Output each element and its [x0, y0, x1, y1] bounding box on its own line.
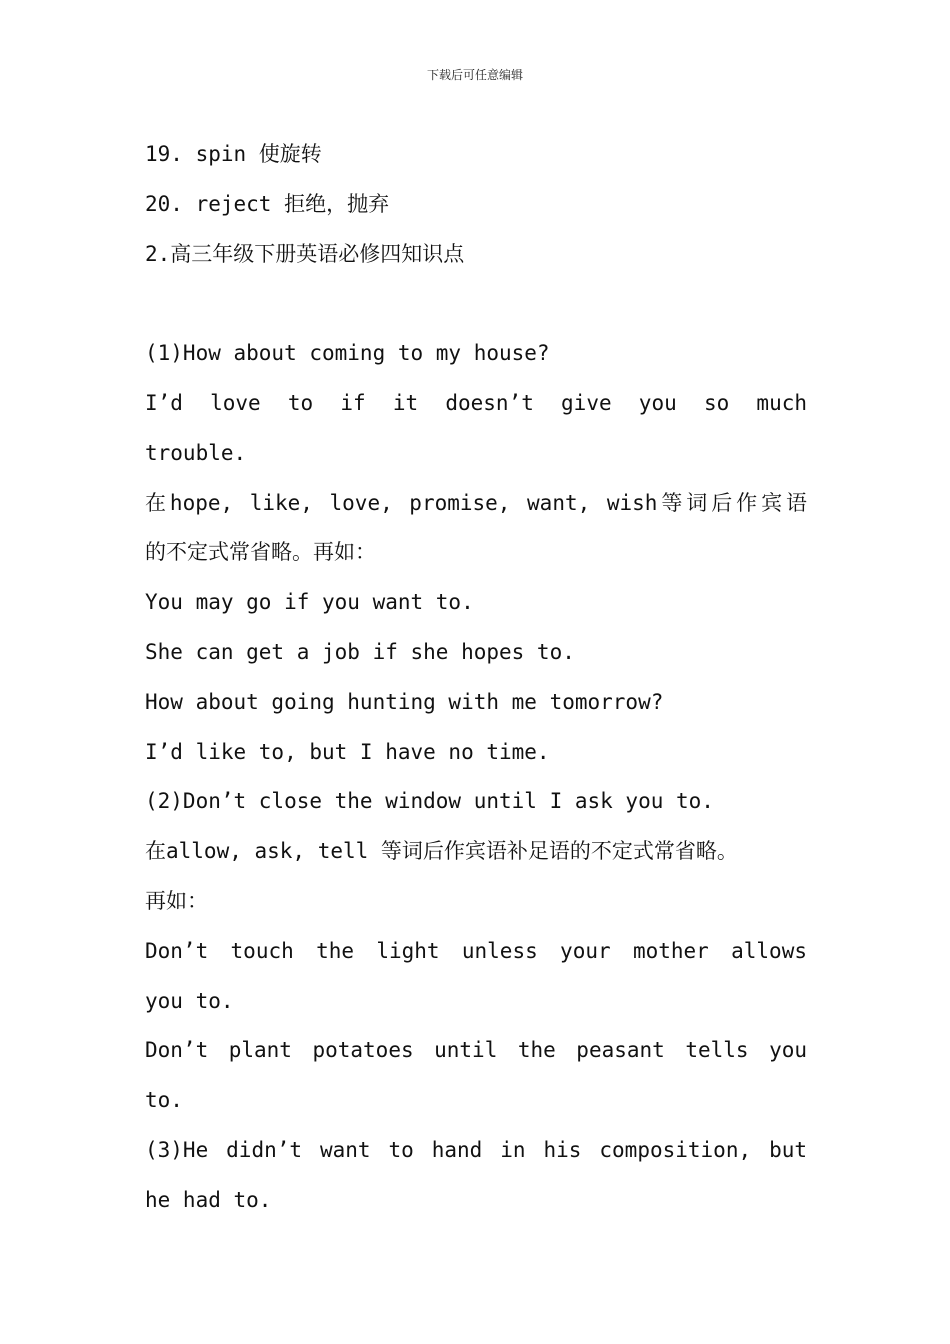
- section-heading: 2.高三年级下册英语必修四知识点: [145, 241, 465, 266]
- explanation-text: 的不定式常省略。再如：: [145, 540, 376, 565]
- example-sentence: (3)He didn’t want to hand in his composition, but: [145, 1137, 807, 1162]
- example-sentence: to.: [145, 1088, 183, 1113]
- example-sentence: (1)How about coming to my house?: [145, 341, 550, 366]
- vocab-item-20: 20. reject 拒绝，抛弃: [145, 191, 390, 216]
- example-sentence: trouble.: [145, 440, 247, 465]
- vocab-item-19: 19. spin 使旋转: [145, 142, 322, 166]
- page-header: 下载后可任意编辑: [426, 68, 523, 82]
- body-text: [145, 130, 807, 1226]
- example-sentence: you to.: [145, 988, 234, 1013]
- example-sentence: You may go if you want to.: [145, 590, 474, 615]
- blank-line: [145, 279, 807, 329]
- example-sentence: he had to.: [145, 1187, 272, 1212]
- example-sentence: Don’t touch the light unless your mother allows: [145, 938, 807, 963]
- example-sentence: She can get a job if she hopes to.: [145, 639, 575, 664]
- example-sentence: I’d love to if it doesn’t give you so much: [145, 390, 807, 415]
- example-sentence: (2)Don’t close the window until I ask you to.: [145, 789, 714, 814]
- example-sentence: I’d like to, but I have no time.: [145, 739, 550, 764]
- explanation-text: 再如：: [145, 888, 208, 913]
- explanation-text: 在hope, like, love, promise, want, wish等词后作宾语: [145, 490, 807, 515]
- example-sentence: How about going hunting with me tomorrow?: [145, 689, 664, 714]
- example-sentence: Don’t plant potatoes until the peasant tells you: [145, 1038, 807, 1063]
- explanation-text: 在allow, ask, tell 等词后作宾语补足语的不定式常省略。: [145, 839, 738, 864]
